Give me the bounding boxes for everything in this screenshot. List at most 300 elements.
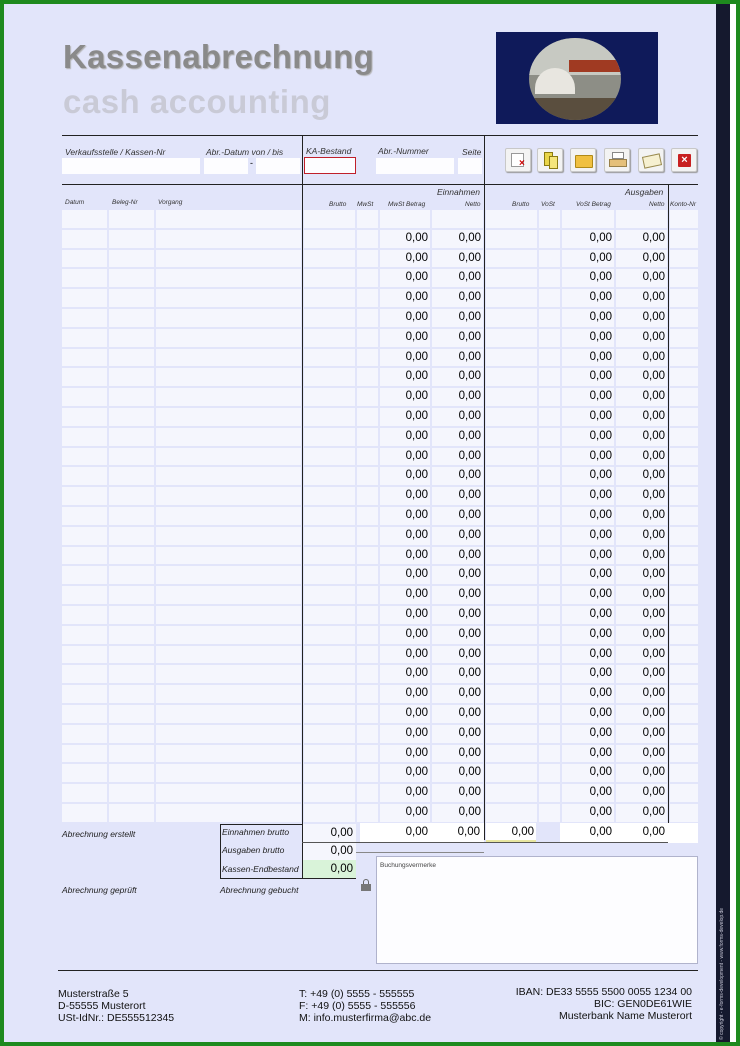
vorgang-cell[interactable] [156, 665, 301, 683]
brutto-in-cell[interactable] [304, 309, 355, 327]
konto-cell[interactable] [670, 547, 698, 565]
mwst-cell[interactable] [357, 665, 378, 683]
vost-betrag-value: 0,00 [589, 588, 612, 601]
datum-cell[interactable] [62, 646, 107, 664]
vost-cell[interactable] [539, 329, 560, 347]
vost-cell[interactable] [539, 507, 560, 525]
vost-cell[interactable] [539, 527, 560, 545]
vorgang-cell[interactable] [156, 269, 301, 287]
beleg-cell[interactable] [109, 705, 154, 723]
brutto-in-cell[interactable] [304, 764, 355, 782]
datum-cell[interactable] [62, 804, 107, 822]
vorgang-cell[interactable] [156, 685, 301, 703]
beleg-cell[interactable] [109, 210, 154, 228]
lock-icon[interactable] [360, 879, 372, 891]
konto-cell[interactable] [670, 507, 698, 525]
datum-cell[interactable] [62, 269, 107, 287]
datum-cell[interactable] [62, 685, 107, 703]
vorgang-cell[interactable] [156, 487, 301, 505]
datum-cell[interactable] [62, 467, 107, 485]
delete-row-button[interactable] [505, 148, 531, 172]
brutto-out-cell[interactable] [486, 428, 537, 446]
brutto-in-cell[interactable] [304, 626, 355, 644]
datum-cell[interactable] [62, 309, 107, 327]
vorgang-cell[interactable] [156, 408, 301, 426]
datum-cell[interactable] [62, 586, 107, 604]
vorgang-cell[interactable] [156, 250, 301, 268]
beleg-cell[interactable] [109, 725, 154, 743]
brutto-in-cell[interactable] [304, 685, 355, 703]
vorgang-cell[interactable] [156, 586, 301, 604]
beleg-cell[interactable] [109, 547, 154, 565]
vorgang-cell[interactable] [156, 448, 301, 466]
brutto-in-cell[interactable] [304, 487, 355, 505]
konto-cell[interactable] [670, 368, 698, 386]
mwst-cell[interactable] [357, 289, 378, 307]
beleg-cell[interactable] [109, 665, 154, 683]
vost-cell[interactable] [539, 210, 560, 228]
vost-cell[interactable] [539, 309, 560, 327]
konto-cell[interactable] [670, 745, 698, 763]
datum-cell[interactable] [62, 566, 107, 584]
brutto-out-cell[interactable] [486, 289, 537, 307]
beleg-cell[interactable] [109, 329, 154, 347]
brutto-in-cell[interactable] [304, 408, 355, 426]
vost-cell[interactable] [539, 804, 560, 822]
mwst-cell[interactable] [357, 467, 378, 485]
brutto-out-cell[interactable] [486, 487, 537, 505]
buchungsvermerke-box[interactable] [376, 856, 698, 964]
vost-cell[interactable] [539, 606, 560, 624]
mwst-cell[interactable] [357, 210, 378, 228]
mwst-cell[interactable] [357, 269, 378, 287]
brutto-in-cell[interactable] [304, 349, 355, 367]
vost-cell[interactable] [539, 487, 560, 505]
vost-cell[interactable] [539, 250, 560, 268]
brutto-in-cell[interactable] [304, 745, 355, 763]
datum-cell[interactable] [62, 507, 107, 525]
netto-in-value: 0,00 [458, 489, 481, 502]
konto-cell[interactable] [670, 408, 698, 426]
datum-cell[interactable] [62, 764, 107, 782]
datum-cell[interactable] [62, 329, 107, 347]
datum-cell[interactable] [62, 408, 107, 426]
brutto-in-cell[interactable] [304, 368, 355, 386]
vost-cell[interactable] [539, 784, 560, 802]
brutto-out-cell[interactable] [486, 269, 537, 287]
brutto-in-cell[interactable] [304, 784, 355, 802]
table-row [62, 783, 698, 803]
beleg-cell[interactable] [109, 269, 154, 287]
konto-cell[interactable] [670, 428, 698, 446]
brutto-in-cell[interactable] [304, 665, 355, 683]
mwst-cell[interactable] [357, 448, 378, 466]
netto-out-value: 0,00 [642, 726, 665, 739]
beleg-cell[interactable] [109, 507, 154, 525]
vorgang-cell[interactable] [156, 230, 301, 248]
beleg-cell[interactable] [109, 388, 154, 406]
datum-cell[interactable] [62, 368, 107, 386]
brutto-in-cell[interactable] [304, 428, 355, 446]
datum-cell[interactable] [62, 745, 107, 763]
vorgang-cell[interactable] [156, 764, 301, 782]
konto-cell[interactable] [670, 210, 698, 228]
netto-in-value: 0,00 [458, 271, 481, 284]
beleg-cell[interactable] [109, 527, 154, 545]
vorgang-cell[interactable] [156, 368, 301, 386]
brutto-out-cell[interactable] [486, 448, 537, 466]
copy-button[interactable] [537, 148, 563, 172]
vorgang-cell[interactable] [156, 547, 301, 565]
konto-cell[interactable] [670, 705, 698, 723]
vorgang-cell[interactable] [156, 289, 301, 307]
brutto-in-cell[interactable] [304, 527, 355, 545]
mwst-cell[interactable] [357, 745, 378, 763]
beleg-cell[interactable] [109, 349, 154, 367]
konto-cell[interactable] [670, 309, 698, 327]
beleg-cell[interactable] [109, 487, 154, 505]
footer-rule [58, 970, 698, 971]
datum-cell[interactable] [62, 626, 107, 644]
brutto-in-cell[interactable] [304, 289, 355, 307]
seite-input[interactable] [458, 158, 482, 174]
datum-cell[interactable] [62, 784, 107, 802]
konto-cell[interactable] [670, 646, 698, 664]
vorgang-cell[interactable] [156, 705, 301, 723]
vost-cell[interactable] [539, 349, 560, 367]
beleg-cell[interactable] [109, 566, 154, 584]
konto-cell[interactable] [670, 685, 698, 703]
netto-out-value: 0,00 [642, 231, 665, 244]
vost-cell[interactable] [539, 269, 560, 287]
konto-cell[interactable] [670, 289, 698, 307]
brutto-in-cell[interactable] [304, 725, 355, 743]
mwst-cell[interactable] [357, 507, 378, 525]
brutto-in-cell[interactable] [304, 230, 355, 248]
netto-out-cell[interactable] [616, 210, 667, 228]
datum-cell[interactable] [62, 547, 107, 565]
vost-cell[interactable] [539, 289, 560, 307]
brutto-in-cell[interactable] [304, 250, 355, 268]
footer-contact [299, 988, 431, 1024]
konto-cell[interactable] [670, 527, 698, 545]
contact-line: M: info.musterfirma@abc.de [299, 1012, 432, 1024]
datum-cell[interactable] [62, 448, 107, 466]
brutto-out-cell[interactable] [486, 507, 537, 525]
konto-cell[interactable] [670, 784, 698, 802]
konto-cell[interactable] [670, 269, 698, 287]
table-row [62, 328, 698, 348]
konto-cell[interactable] [670, 566, 698, 584]
brutto-out-cell[interactable] [486, 764, 537, 782]
brutto-out-cell[interactable] [486, 388, 537, 406]
netto-in-value: 0,00 [458, 726, 481, 739]
vorgang-cell[interactable] [156, 329, 301, 347]
vost-cell[interactable] [539, 428, 560, 446]
mwst-cell[interactable] [357, 527, 378, 545]
brutto-out-cell[interactable] [486, 467, 537, 485]
vorgang-cell[interactable] [156, 428, 301, 446]
mwst-cell[interactable] [357, 606, 378, 624]
vost-cell[interactable] [539, 586, 560, 604]
brutto-out-cell[interactable] [486, 685, 537, 703]
brutto-in-cell[interactable] [304, 646, 355, 664]
brutto-in-cell[interactable] [304, 269, 355, 287]
brutto-out-cell[interactable] [486, 309, 537, 327]
datum-cell[interactable] [62, 250, 107, 268]
vost-cell[interactable] [539, 745, 560, 763]
brutto-in-cell[interactable] [304, 804, 355, 822]
close-button[interactable] [671, 148, 697, 172]
mwst-cell[interactable] [357, 784, 378, 802]
vorgang-cell[interactable] [156, 507, 301, 525]
mwst-cell[interactable] [357, 685, 378, 703]
beleg-cell[interactable] [109, 606, 154, 624]
mwst-betrag-value: 0,00 [405, 608, 428, 620]
vost-betrag-value: 0,00 [589, 370, 612, 383]
netto-in-value: 0,00 [458, 429, 481, 442]
beleg-cell[interactable] [109, 586, 154, 604]
datum-cell[interactable] [62, 527, 107, 545]
vorgang-cell[interactable] [156, 527, 301, 545]
netto-in-value: 0,00 [458, 746, 481, 759]
brutto-in-cell[interactable] [304, 467, 355, 485]
konto-cell[interactable] [670, 250, 698, 268]
brutto-out-cell[interactable] [486, 230, 537, 248]
brutto-out-cell[interactable] [486, 329, 537, 347]
email-button[interactable] [638, 148, 664, 172]
konto-cell[interactable] [670, 586, 698, 604]
brutto-in-cell[interactable] [304, 705, 355, 723]
beleg-cell[interactable] [109, 646, 154, 664]
konto-cell[interactable] [670, 329, 698, 347]
konto-cell[interactable] [670, 349, 698, 367]
mwst-cell[interactable] [357, 705, 378, 723]
datum-cell[interactable] [62, 349, 107, 367]
beleg-cell[interactable] [109, 448, 154, 466]
table-row [62, 268, 698, 288]
brutto-out-cell[interactable] [486, 527, 537, 545]
brutto-out-cell[interactable] [486, 725, 537, 743]
vost-cell[interactable] [539, 566, 560, 584]
mwst-cell[interactable] [357, 329, 378, 347]
datum-cell[interactable] [62, 210, 107, 228]
beleg-cell[interactable] [109, 368, 154, 386]
konto-cell[interactable] [670, 665, 698, 683]
vorgang-cell[interactable] [156, 388, 301, 406]
beleg-cell[interactable] [109, 230, 154, 248]
brutto-out-cell[interactable] [486, 665, 537, 683]
vorgang-cell[interactable] [156, 309, 301, 327]
netto-out-value: 0,00 [642, 469, 665, 482]
konto-cell[interactable] [670, 467, 698, 485]
mwst-cell[interactable] [357, 230, 378, 248]
table-row [62, 348, 698, 368]
vorgang-cell[interactable] [156, 467, 301, 485]
brutto-in-cell[interactable] [304, 606, 355, 624]
konto-cell[interactable] [670, 606, 698, 624]
brutto-out-cell[interactable] [486, 804, 537, 822]
brutto-out-cell[interactable] [486, 586, 537, 604]
address-line: Musterstraße 5 [58, 988, 129, 1000]
vost-cell[interactable] [539, 230, 560, 248]
mwst-cell[interactable] [357, 368, 378, 386]
brutto-in-cell[interactable] [304, 448, 355, 466]
brutto-out-cell[interactable] [486, 705, 537, 723]
open-folder-button[interactable] [570, 148, 596, 172]
datum-cell[interactable] [62, 289, 107, 307]
vost-betrag-value: 0,00 [589, 608, 612, 620]
mwst-betrag-value: 0,00 [405, 806, 428, 818]
table-row [62, 625, 698, 645]
vorgang-cell[interactable] [156, 626, 301, 644]
beleg-cell[interactable] [109, 467, 154, 485]
kabestand-input[interactable] [304, 157, 356, 174]
vost-betrag-cell[interactable] [562, 210, 614, 228]
buchungsvermerke-label: Buchungsvermerke [380, 862, 436, 869]
mwst-betrag-value: 0,00 [405, 509, 428, 521]
brutto-out-cell[interactable] [486, 745, 537, 763]
datum-von-input[interactable] [204, 158, 248, 174]
mwst-cell[interactable] [357, 566, 378, 584]
brutto-out-cell[interactable] [486, 606, 537, 624]
mwst-cell[interactable] [357, 764, 378, 782]
brutto-in-cell[interactable] [304, 566, 355, 584]
mwst-cell[interactable] [357, 586, 378, 604]
vost-cell[interactable] [539, 408, 560, 426]
datum-cell[interactable] [62, 725, 107, 743]
mwst-betrag-cell[interactable] [380, 210, 430, 228]
col-netto-in: Netto [465, 201, 481, 208]
beleg-cell[interactable] [109, 250, 154, 268]
datum-cell[interactable] [62, 230, 107, 248]
mwst-cell[interactable] [357, 428, 378, 446]
vorgang-cell[interactable] [156, 804, 301, 822]
brutto-out-cell[interactable] [486, 349, 537, 367]
vorgang-cell[interactable] [156, 349, 301, 367]
nummer-input[interactable] [376, 158, 454, 174]
beleg-cell[interactable] [109, 408, 154, 426]
contact-line: T: +49 (0) 5555 - 555555 [299, 988, 415, 1000]
brutto-out-cell[interactable] [486, 210, 537, 228]
brutto-out-cell[interactable] [486, 250, 537, 268]
mwst-cell[interactable] [357, 388, 378, 406]
mwst-cell[interactable] [357, 309, 378, 327]
vorgang-cell[interactable] [156, 566, 301, 584]
mwst-cell[interactable] [357, 349, 378, 367]
vost-cell[interactable] [539, 685, 560, 703]
vost-cell[interactable] [539, 725, 560, 743]
brutto-in-cell[interactable] [304, 547, 355, 565]
brutto-out-cell[interactable] [486, 408, 537, 426]
beleg-cell[interactable] [109, 309, 154, 327]
brutto-out-cell[interactable] [486, 368, 537, 386]
vorgang-cell[interactable] [156, 210, 301, 228]
vorgang-cell[interactable] [156, 646, 301, 664]
vost-cell[interactable] [539, 547, 560, 565]
netto-in-value: 0,00 [458, 469, 481, 482]
netto-in-cell[interactable] [432, 210, 483, 228]
vost-cell[interactable] [539, 705, 560, 723]
datum-bis-input[interactable] [256, 158, 300, 174]
mwst-cell[interactable] [357, 646, 378, 664]
beleg-cell[interactable] [109, 764, 154, 782]
folder-icon [575, 155, 593, 168]
konto-cell[interactable] [670, 804, 698, 822]
datum-cell[interactable] [62, 428, 107, 446]
vost-cell[interactable] [539, 388, 560, 406]
vost-cell[interactable] [539, 368, 560, 386]
vost-cell[interactable] [539, 665, 560, 683]
col-mwst: MwSt [357, 201, 374, 208]
vorgang-cell[interactable] [156, 606, 301, 624]
brutto-out-cell[interactable] [486, 547, 537, 565]
vost-betrag-value: 0,00 [589, 647, 612, 660]
datum-cell[interactable] [62, 606, 107, 624]
vorgang-cell[interactable] [156, 784, 301, 802]
mwst-cell[interactable] [357, 408, 378, 426]
beleg-cell[interactable] [109, 428, 154, 446]
vorgang-cell[interactable] [156, 745, 301, 763]
beleg-cell[interactable] [109, 626, 154, 644]
vost-cell[interactable] [539, 626, 560, 644]
konto-cell[interactable] [670, 230, 698, 248]
mwst-cell[interactable] [357, 547, 378, 565]
brutto-out-cell[interactable] [486, 626, 537, 644]
brutto-out-cell[interactable] [486, 566, 537, 584]
konto-cell[interactable] [670, 764, 698, 782]
brutto-in-cell[interactable] [304, 507, 355, 525]
mwst-cell[interactable] [357, 725, 378, 743]
datum-cell[interactable] [62, 388, 107, 406]
konto-cell[interactable] [670, 725, 698, 743]
beleg-cell[interactable] [109, 289, 154, 307]
brutto-out-cell[interactable] [486, 646, 537, 664]
netto-out-value: 0,00 [642, 449, 665, 462]
vost-betrag-value: 0,00 [589, 271, 612, 284]
brutto-in-cell[interactable] [304, 586, 355, 604]
total-mwst-betrag: 0,00 [405, 826, 428, 838]
verkaufsstelle-input[interactable] [62, 158, 200, 174]
konto-cell[interactable] [670, 626, 698, 644]
netto-out-value: 0,00 [642, 687, 665, 700]
vost-cell[interactable] [539, 448, 560, 466]
vost-cell[interactable] [539, 646, 560, 664]
brutto-in-cell[interactable] [304, 388, 355, 406]
konto-cell[interactable] [670, 448, 698, 466]
mwst-cell[interactable] [357, 626, 378, 644]
vorgang-cell[interactable] [156, 725, 301, 743]
print-button[interactable] [604, 148, 630, 172]
mwst-cell[interactable] [357, 487, 378, 505]
konto-cell[interactable] [670, 388, 698, 406]
mwst-cell[interactable] [357, 804, 378, 822]
beleg-cell[interactable] [109, 784, 154, 802]
datum-cell[interactable] [62, 705, 107, 723]
brutto-out-cell[interactable] [486, 784, 537, 802]
mwst-cell[interactable] [357, 250, 378, 268]
vost-cell[interactable] [539, 467, 560, 485]
datum-cell[interactable] [62, 487, 107, 505]
brutto-in-cell[interactable] [304, 210, 355, 228]
beleg-cell[interactable] [109, 745, 154, 763]
brutto-in-cell[interactable] [304, 329, 355, 347]
konto-cell[interactable] [670, 487, 698, 505]
datum-cell[interactable] [62, 665, 107, 683]
beleg-cell[interactable] [109, 804, 154, 822]
beleg-cell[interactable] [109, 685, 154, 703]
vost-cell[interactable] [539, 764, 560, 782]
